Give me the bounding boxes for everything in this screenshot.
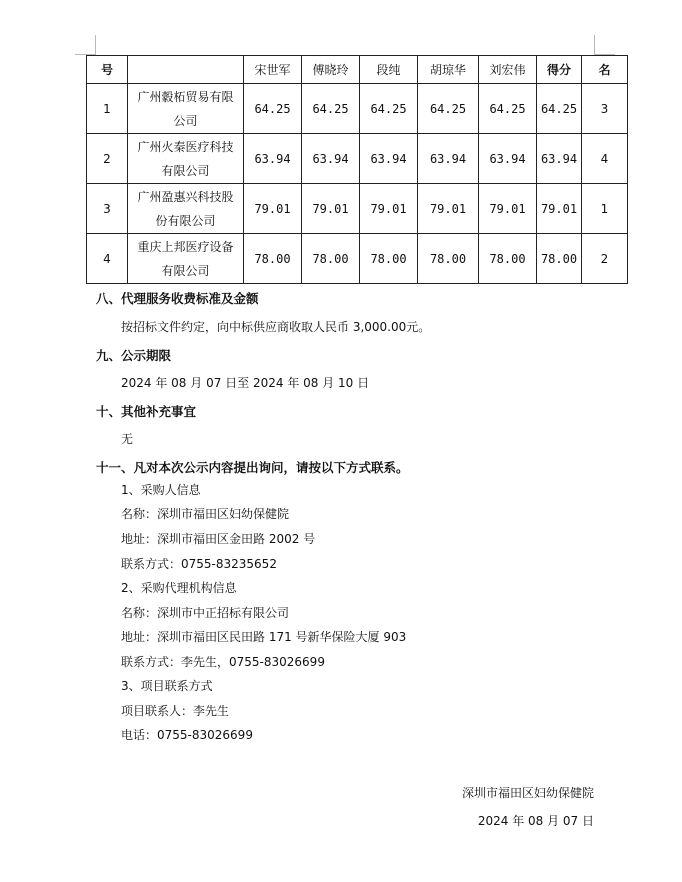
section-9-text: 2024 年 08 月 07 日至 2024 年 08 月 10 日: [121, 376, 370, 390]
judge-score: 79.01: [244, 184, 302, 234]
total-score: 79.01: [537, 184, 582, 234]
company-name-line1: 广州豰柘贸易有限: [137, 89, 234, 104]
judge-score: 79.01: [418, 184, 479, 234]
project-phone: 电话：0755-83026699: [121, 728, 253, 742]
rank: 4: [582, 134, 628, 184]
table-row: [87, 134, 628, 184]
company-name-line1: 重庆上邦医疗设备: [137, 239, 234, 254]
judge-score: 64.25: [479, 84, 537, 134]
total-score: 64.25: [537, 84, 582, 134]
header-judge-2: 傅晓玲: [302, 56, 360, 84]
project-title: 3、项目联系方式: [121, 679, 213, 693]
judge-score: 78.00: [244, 234, 302, 284]
row-number: 4: [87, 234, 128, 284]
section-10-heading: 十、其他补充事宜: [96, 404, 197, 419]
crop-mark-right-v: [594, 35, 595, 55]
header-rank: 名: [582, 56, 628, 84]
judge-score: 64.25: [418, 84, 479, 134]
company-name-line2: 份有限公司: [155, 213, 216, 228]
purchaser-address: 地址：深圳市福田区金田路 2002 号: [121, 532, 316, 546]
company-cell: [128, 84, 244, 134]
judge-score: 79.01: [360, 184, 418, 234]
rank: 1: [582, 184, 628, 234]
row-number: 2: [87, 134, 128, 184]
section-11-heading: 十一、凡对本次公示内容提出询问，请按以下方式联系。: [96, 460, 409, 475]
crop-mark-left-v: [95, 35, 96, 55]
agency-title: 2、采购代理机构信息: [121, 581, 237, 595]
company-name-line2: 有限公司: [161, 263, 210, 278]
table-header-row: [87, 56, 628, 84]
total-score: 63.94: [537, 134, 582, 184]
judge-score: 78.00: [479, 234, 537, 284]
judge-score: 78.00: [418, 234, 479, 284]
table-row: [87, 184, 628, 234]
company-name-line1: 广州火秦医疗科技: [137, 139, 234, 154]
agency-address: 地址：深圳市福田区民田路 171 号新华保险大厦 903: [121, 630, 407, 644]
judge-score: 78.00: [360, 234, 418, 284]
rank: 3: [582, 84, 628, 134]
company-name-line2: 公司: [173, 113, 198, 128]
header-judge-5: 刘宏伟: [479, 56, 537, 84]
header-score: 得分: [537, 56, 582, 84]
header-number: 号: [87, 56, 128, 84]
judge-score: 79.01: [302, 184, 360, 234]
header-judge-1: 宋世军: [244, 56, 302, 84]
company-cell: [128, 234, 244, 284]
section-10-text: 无: [121, 432, 134, 446]
purchaser-name: 名称：深圳市福田区妇幼保健院: [121, 507, 290, 521]
header-judge-4: 胡琼华: [418, 56, 479, 84]
header-company: [128, 56, 244, 84]
header-judge-3: 段纯: [360, 56, 418, 84]
section-8-text: 按招标文件约定，向中标供应商收取人民币 3,000.00元。: [121, 320, 431, 334]
score-table: [86, 55, 628, 284]
judge-score: 64.25: [360, 84, 418, 134]
table-row: [87, 84, 628, 134]
signature-org: 深圳市福田区妇幼保健院: [461, 786, 594, 800]
total-score: 78.00: [537, 234, 582, 284]
judge-score: 63.94: [302, 134, 360, 184]
judge-score: 63.94: [479, 134, 537, 184]
purchaser-title: 1、采购人信息: [121, 483, 201, 497]
judge-score: 79.01: [479, 184, 537, 234]
company-cell: [128, 134, 244, 184]
section-8-heading: 八、代理服务收费标准及金额: [96, 291, 259, 306]
rank: 2: [582, 234, 628, 284]
company-cell: [128, 184, 244, 234]
table-row: [87, 234, 628, 284]
row-number: 1: [87, 84, 128, 134]
section-9-heading: 九、公示期限: [96, 348, 172, 363]
judge-score: 63.94: [418, 134, 479, 184]
project-person: 项目联系人：李先生: [121, 704, 230, 718]
purchaser-contact: 联系方式：0755-83235652: [121, 557, 277, 571]
judge-score: 63.94: [244, 134, 302, 184]
signature-date: 2024 年 08 月 07 日: [477, 814, 594, 828]
agency-name: 名称：深圳市中正招标有限公司: [121, 606, 290, 620]
row-number: 3: [87, 184, 128, 234]
company-name-line1: 广州盈惠兴科技股: [137, 189, 234, 204]
agency-contact: 联系方式：李先生，0755-83026699: [121, 655, 325, 669]
judge-score: 78.00: [302, 234, 360, 284]
judge-score: 63.94: [360, 134, 418, 184]
judge-score: 64.25: [302, 84, 360, 134]
judge-score: 64.25: [244, 84, 302, 134]
company-name-line2: 有限公司: [161, 163, 210, 178]
